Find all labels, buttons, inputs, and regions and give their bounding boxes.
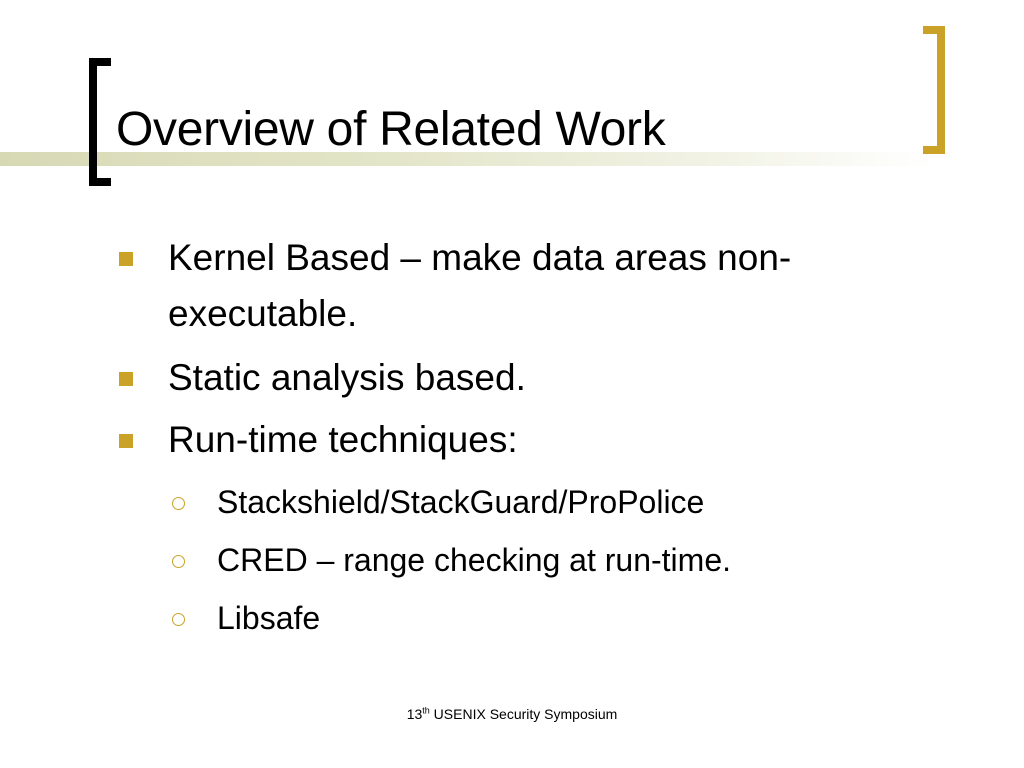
- square-bullet-icon: [119, 434, 133, 448]
- sub-bullet-text: Libsafe: [217, 600, 321, 636]
- footer-number: 13: [406, 706, 423, 722]
- bullet-text: Kernel Based – make data areas non-executable.: [168, 237, 792, 334]
- bullet-text: Run-time techniques:: [168, 419, 518, 460]
- slide-title: Overview of Related Work: [116, 103, 666, 156]
- square-bullet-icon: [119, 252, 133, 266]
- left-bracket-decoration: [89, 58, 111, 186]
- slide-footer: [0, 705, 1024, 723]
- ring-bullet-icon: [172, 613, 185, 626]
- square-bullet-icon: [119, 372, 133, 386]
- sub-bullet-text: Stackshield/StackGuard/ProPolice: [217, 484, 705, 520]
- footer-superscript: th: [422, 705, 430, 716]
- ring-bullet-icon: [172, 497, 185, 510]
- sub-bullet-text: CRED – range checking at run-time.: [217, 542, 731, 578]
- right-bracket-decoration: [923, 26, 945, 154]
- ring-bullet-icon: [172, 555, 185, 568]
- footer-text: USENIX Security Symposium: [429, 706, 618, 722]
- bullet-text: Static analysis based.: [168, 357, 526, 398]
